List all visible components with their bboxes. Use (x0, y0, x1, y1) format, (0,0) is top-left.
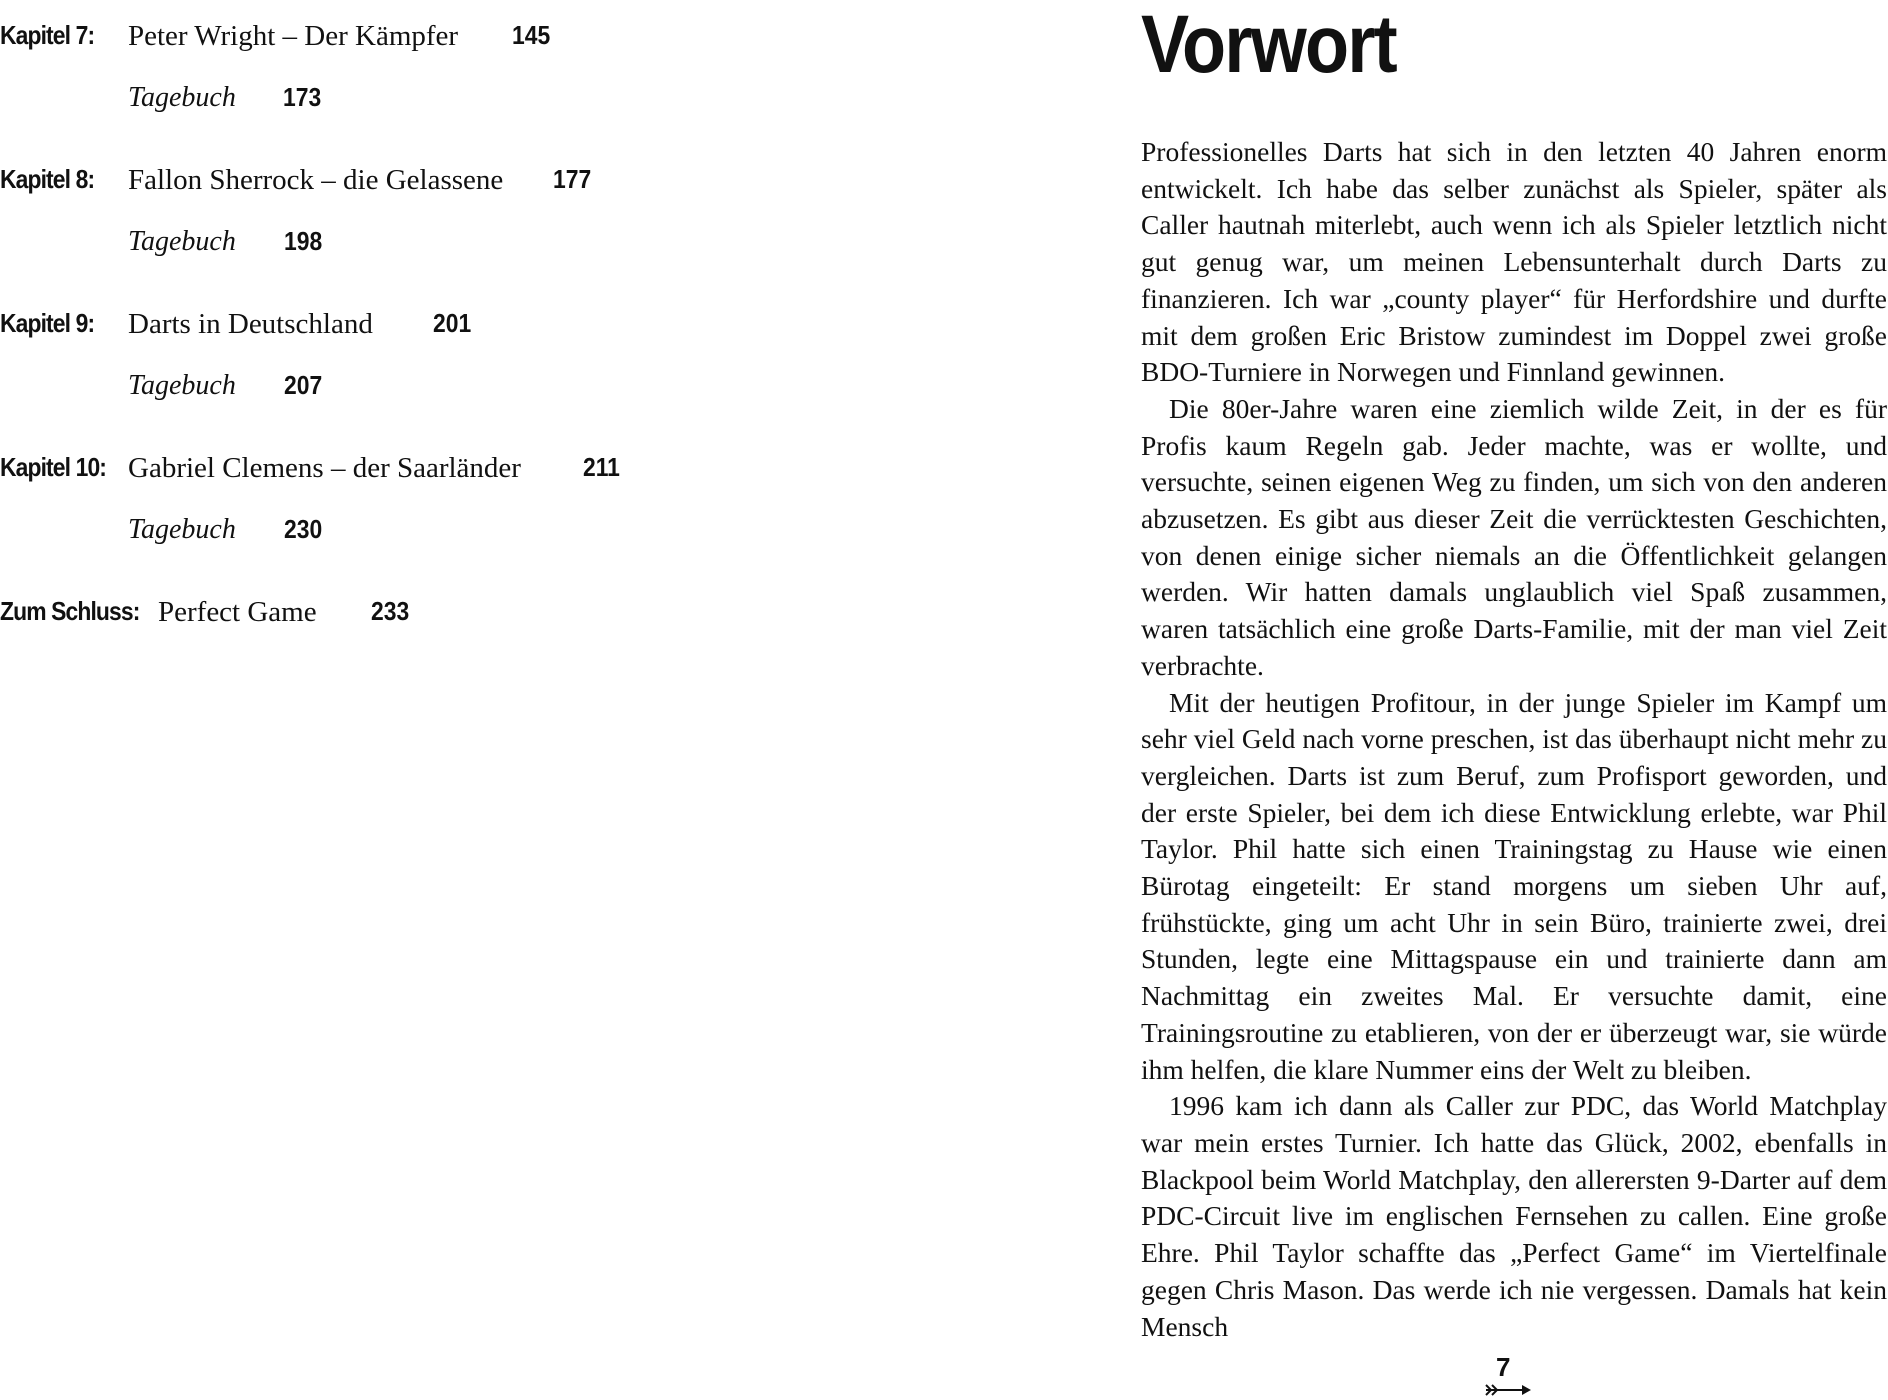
paragraph: Professionelles Darts hat sich in den letzten 40 Jahren enorm entwickelt. Ich habe das selber zunächst als Spieler, später als Caller hautnah miterlebt, auch wenn ich als Spieler letztlich nicht gut genug war, um meinen Lebensunterhalt durch Darts zu finanzieren. Ich war „county player“ für Herfordshire und durfte mit dem großen Eric Bristow zumindest im Doppel zwei große BDO-Turniere in Norwegen und Finnland gewinnen. (1141, 136, 1887, 388)
toc-diary-title: Tagebuch (128, 370, 236, 401)
toc-entry-title: Peter Wright – Der Kämpfer (128, 20, 459, 52)
foreword-body (1141, 134, 1887, 1345)
toc-diary-page: 230 (284, 514, 323, 544)
paragraph: 1996 kam ich dann als Caller zur PDC, das World Matchplay war mein erstes Turnier. Ich hatte das Glück, 2002, ebenfalls in Blackpool beim World Matchplay, den allerersten 9-Darter auf dem PDC-Circuit live im englischen Fernsehen zu callen. Eine große Ehre. Phil Taylor schaffte das „Perfect Game“ im Viertelfinale gegen Chris Mason. Das werde ich nie vergessen. Damals hat kein Mensch (1141, 1090, 1887, 1342)
toc-diary-page: 207 (284, 370, 323, 400)
toc-entry-title: Darts in Deutschland (128, 308, 373, 340)
toc-entry-page: 177 (553, 164, 592, 194)
toc-entry-page: 201 (433, 308, 472, 338)
toc-entry-label: Kapitel 7: (0, 20, 95, 50)
toc-entry-title: Fallon Sherrock – die Gelassene (128, 164, 504, 196)
toc-diary-page: 198 (284, 226, 323, 256)
toc-diary-title: Tagebuch (128, 226, 236, 257)
foreword-page (944, 0, 1888, 1400)
toc-entry-label: Kapitel 8: (0, 164, 95, 194)
toc-entry-label: Kapitel 10: (0, 452, 107, 482)
toc-entry-label: Zum Schluss: (0, 596, 140, 626)
toc-entry-page: 211 (583, 452, 620, 482)
toc-entry-title: Perfect Game (158, 596, 317, 628)
toc-entry-label: Kapitel 9: (0, 308, 95, 338)
paragraph: Mit der heutigen Profitour, in der junge Spieler im Kampf um sehr viel Geld nach vorne preschen, ist das überhaupt nicht mehr zu vergleichen. Darts ist zum Beruf, zum Profisport geworden, und der erste Spieler, bei dem ich diese Entwicklung erlebte, war Phil Taylor. Phil hatte sich einen Trainingstag zu Hause wie einen Bürotag eingeteilt: Er stand morgens um sieben Uhr auf, frühstückte, ging um acht Uhr in sein Büro, trainierte zwei, drei Stunden, legte eine Mittagspause ein und trainierte dann am Nachmittag ein zweites Mal. Er versuchte damit, eine Trainingsroutine zu etablieren, von der er überzeugt war, sie würde ihm helfen, die klare Nummer eins der Welt zu bleiben. (1141, 686, 1887, 1085)
page-number: 7 (1496, 1352, 1511, 1382)
toc-entry-page: 145 (512, 20, 551, 50)
toc-entry-title: Gabriel Clemens – der Saarländer (128, 452, 521, 484)
dart-arrow-icon (1484, 1384, 1532, 1396)
toc-entry-page: 233 (371, 596, 410, 626)
page-title: Vorwort (1141, 0, 1396, 90)
toc-diary-title: Tagebuch (128, 82, 236, 113)
paragraph: Die 80er-Jahre waren eine ziemlich wilde Zeit, in der es für Profis kaum Regeln gab. Jeder machte, was er wollte, und versuchte, seinen eigenen Weg zu finden, um sich von den anderen abzusetzen. Es gibt aus dieser Zeit die verrücktesten Geschichten, von denen einige sicher niemals an die Öffentlichkeit gelangen werden. Wir hatten damals unglaublich viel Spaß zusammen, waren tatsächlich eine große Darts-Familie, mit der man viel Zeit verbrachte. (1141, 392, 1887, 681)
toc-diary-title: Tagebuch (128, 514, 236, 545)
toc-diary-page: 173 (283, 82, 322, 112)
